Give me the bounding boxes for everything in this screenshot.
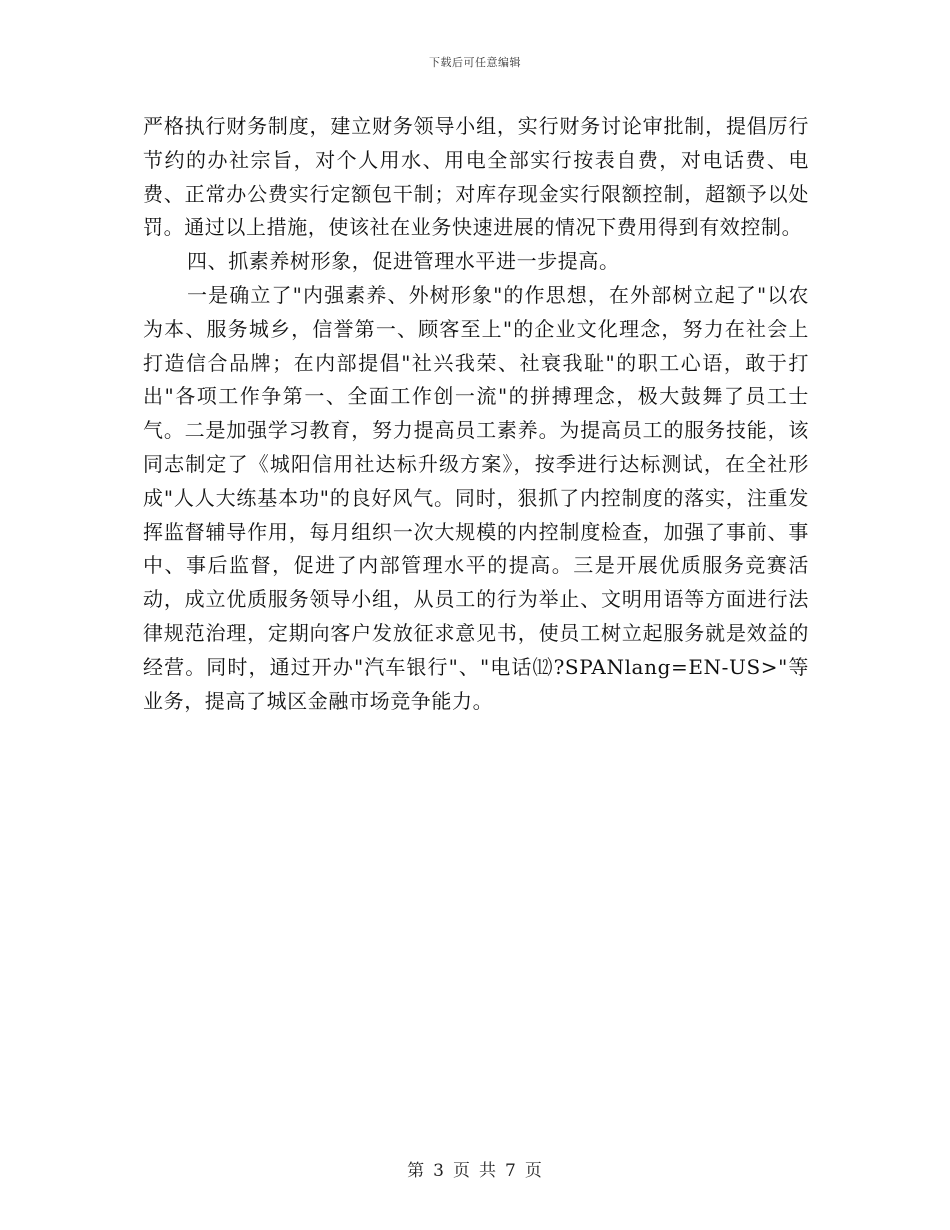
total-prefix: 共: [479, 1161, 497, 1181]
page-unit: 页: [453, 1161, 471, 1181]
total-unit: 页: [524, 1161, 543, 1181]
page-header-note: 下载后可任意编辑: [429, 56, 521, 69]
page-number-footer: [0, 1156, 950, 1181]
current-page-number: 3: [433, 1161, 445, 1181]
total-pages-number: 7: [505, 1161, 517, 1181]
paragraph-quality-image: 一是确立了"内强素养、外树形象"的作思想，在外部树立起了"以农为本、服务城乡，信誉第一、顾客至上"的企业文化理念，努力在社会上打造信合品牌；在内部提倡"社兴我荣、社衰我耻"的职工心语，敢于打出"各项工作争第一、全面工作创一流"的拼搏理念，极大鼓舞了员工士气。二是加强学习教育，努力提高员工素养。为提高员工的服务技能，该同志制定了《城阳信用社达标升级方案》，按季进行达标测试，在全社形成"人人大练基本功"的良好风气。同时，狠抓了内控制度的落实，注重发挥监督辅导作用，每月组织一次大规模的内控制度检查，加强了事前、事中、事后监督，促进了内部管理水平的提高。三是开展优质服务竞赛活动，成立优质服务领导小组，从员工的行为举止、文明用语等方面进行法律规范治理，定期向客户发放征求意见书，使员工树立起服务就是效益的经营。同时，通过开办"汽车银行"、"电话⑿?SPANlang=EN-US>"等业务，提高了城区金融市场竞争能力。: [143, 282, 809, 713]
document-body: [143, 110, 809, 718]
paragraph-finance-control: 严格执行财务制度，建立财务领导小组，实行财务讨论审批制，提倡厉行节约的办社宗旨，对个人用水、用电全部实行按表自费，对电话费、电费、正常办公费实行定额包干制；对库存现金实行限额控制，超额予以处罚。通过以上措施，使该社在业务快速进展的情况下费用得到有效控制。: [143, 114, 809, 240]
page-prefix: 第: [407, 1161, 426, 1181]
section-heading-four: 四、抓素养树形象，促进管理水平进一步提高。: [187, 249, 620, 274]
